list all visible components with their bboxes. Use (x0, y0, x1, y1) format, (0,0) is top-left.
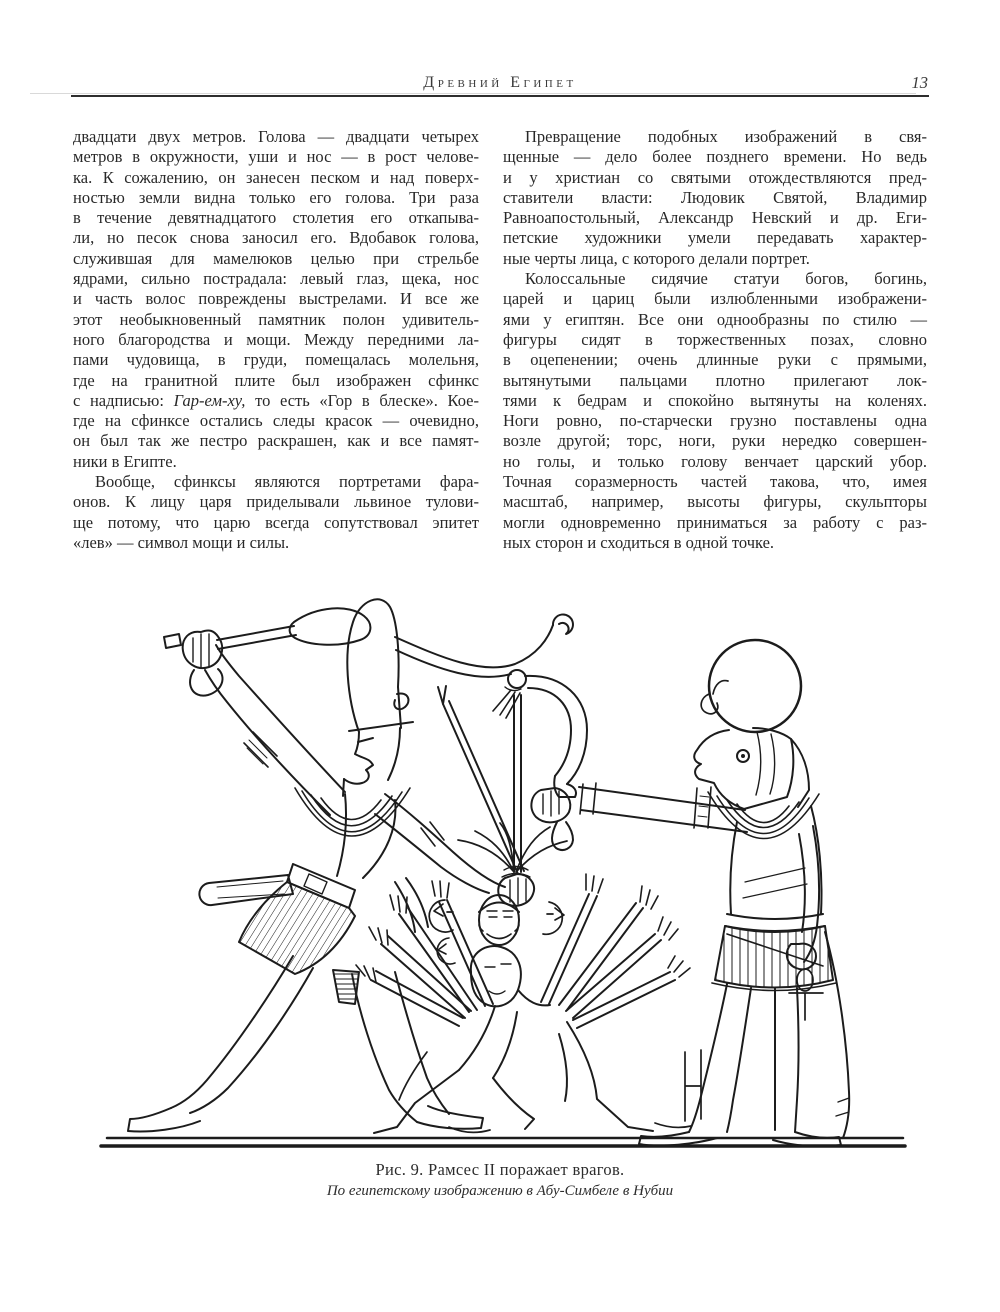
text-line: Ноги ровно, по-старчески грузно поставлены одна (503, 411, 927, 431)
text-line: метров в окружности, уши и нос — в рост челове- (73, 147, 479, 167)
text-line: ники в Египте. (73, 451, 177, 471)
figure-illustration (97, 582, 907, 1157)
text-line: но голы, и только голову венчает царский убор. (503, 451, 927, 471)
text-line: фигуры сидят в торжественных позах, словно (503, 329, 927, 349)
text-line: пами чудовища, в груди, помещалась молельня, (73, 350, 479, 370)
horus-figure (525, 640, 849, 1146)
running-head-title: Древний Египет (423, 74, 577, 91)
text-line: возле другой; торс, ноги, руки нередко совершен- (503, 431, 927, 451)
text-line: ностью земли видна только его голова. Три раза (73, 187, 479, 207)
text-line: могли одновременно приниматься за работу с раз- (503, 512, 927, 532)
text-line: тями к бедрам и спокойно вытянуты на коленях. (503, 390, 927, 410)
text-line: ли, но песок снова заносил его. Вдобавок голова, (73, 228, 479, 248)
text-line: Колоссальные сидячие статуи богов, богинь, (525, 269, 927, 289)
text-line: он был так же пестро раскрашен, как и все памят- (73, 431, 479, 451)
text-line: Точная соразмерность частей такова, что, имея (503, 472, 927, 492)
text-line: этот необыкновенный памятник полон удивитель- (73, 309, 479, 329)
text-line: двадцати двух метров. Голова — двадцати четырех (73, 127, 479, 146)
text-line: «лев» — символ мощи и силы. (73, 532, 290, 552)
text-line: щенные — дело более позднего времени. Но ведь (503, 147, 927, 167)
page-number: 13 (911, 73, 928, 92)
text-column-left (73, 127, 479, 553)
text-line: ще потому, что царю всегда сопутствовал эпитет (73, 512, 479, 532)
text-line: масштаб, например, высоты фигуры, скульпторы (503, 492, 927, 512)
figure-caption-subtitle: По египетскому изображению в Абу-Симбеле в Нубии (326, 1183, 674, 1199)
text-line: где на сфинксе остались следы красок — очевидно, (73, 411, 479, 431)
text-line: Превращение подобных изображений в свя- (525, 127, 927, 146)
text-line: в течение девятнадцатого столетия его откапыва- (73, 208, 479, 228)
figure-caption-title: Рис. 9. Рамсес II поражает врагов. (375, 1160, 625, 1179)
text-line: ставители власти: Людовик Святой, Владимир (503, 187, 927, 207)
text-line: ка. К сожалению, он занесен песком и над поверх- (73, 167, 479, 187)
text-line: Равноапостольный, Александр Невский и др. Еги- (503, 208, 927, 228)
text-line: ные черты лица, с которого делали портрет. (503, 248, 810, 268)
text-line: ядрами, сильно пострадала: левый глаз, щека, нос (73, 269, 479, 289)
text-line: служившая для мамелюков целью при стрельбе (73, 248, 479, 268)
header-rule-shadow (30, 93, 916, 94)
text-line: с надписью: Гар-ем-ху, то есть «Гор в блеске». Кое- (73, 390, 479, 410)
text-line: и у христиан со святыми отождествляются пред- (503, 167, 927, 187)
text-line: ных сторон и сходиться в одной точке. (503, 532, 775, 552)
ramses-smiting-enemies-drawing (97, 582, 907, 1157)
text-column-right (503, 127, 927, 553)
spear-and-standard (438, 670, 526, 874)
text-line: ного благородства и мощи. Между передними ла- (73, 329, 479, 349)
text-line: вытянутыми пальцами плотно прилегают лок- (503, 370, 927, 390)
text-line: царей и цариц были излюбленными изображени- (503, 289, 927, 309)
captives-group (356, 874, 701, 1133)
text-line: в оцепенении; очень длинные руки с прямыми, (503, 350, 927, 370)
text-line: и часть волос повреждены выстрелами. И все же (73, 289, 479, 309)
text-line: онов. К лицу царя приделывали львиное тулови- (73, 492, 479, 512)
text-line: Вообще, сфинксы являются портретами фара- (95, 472, 479, 492)
text-line: ями у египтян. Все они однообразны по стилю — (503, 309, 927, 329)
header-rule (71, 95, 929, 97)
text-line: где на гранитной плите был изображен сфинкс (73, 370, 479, 390)
text-line: петские художники умели передавать характер- (503, 228, 927, 248)
